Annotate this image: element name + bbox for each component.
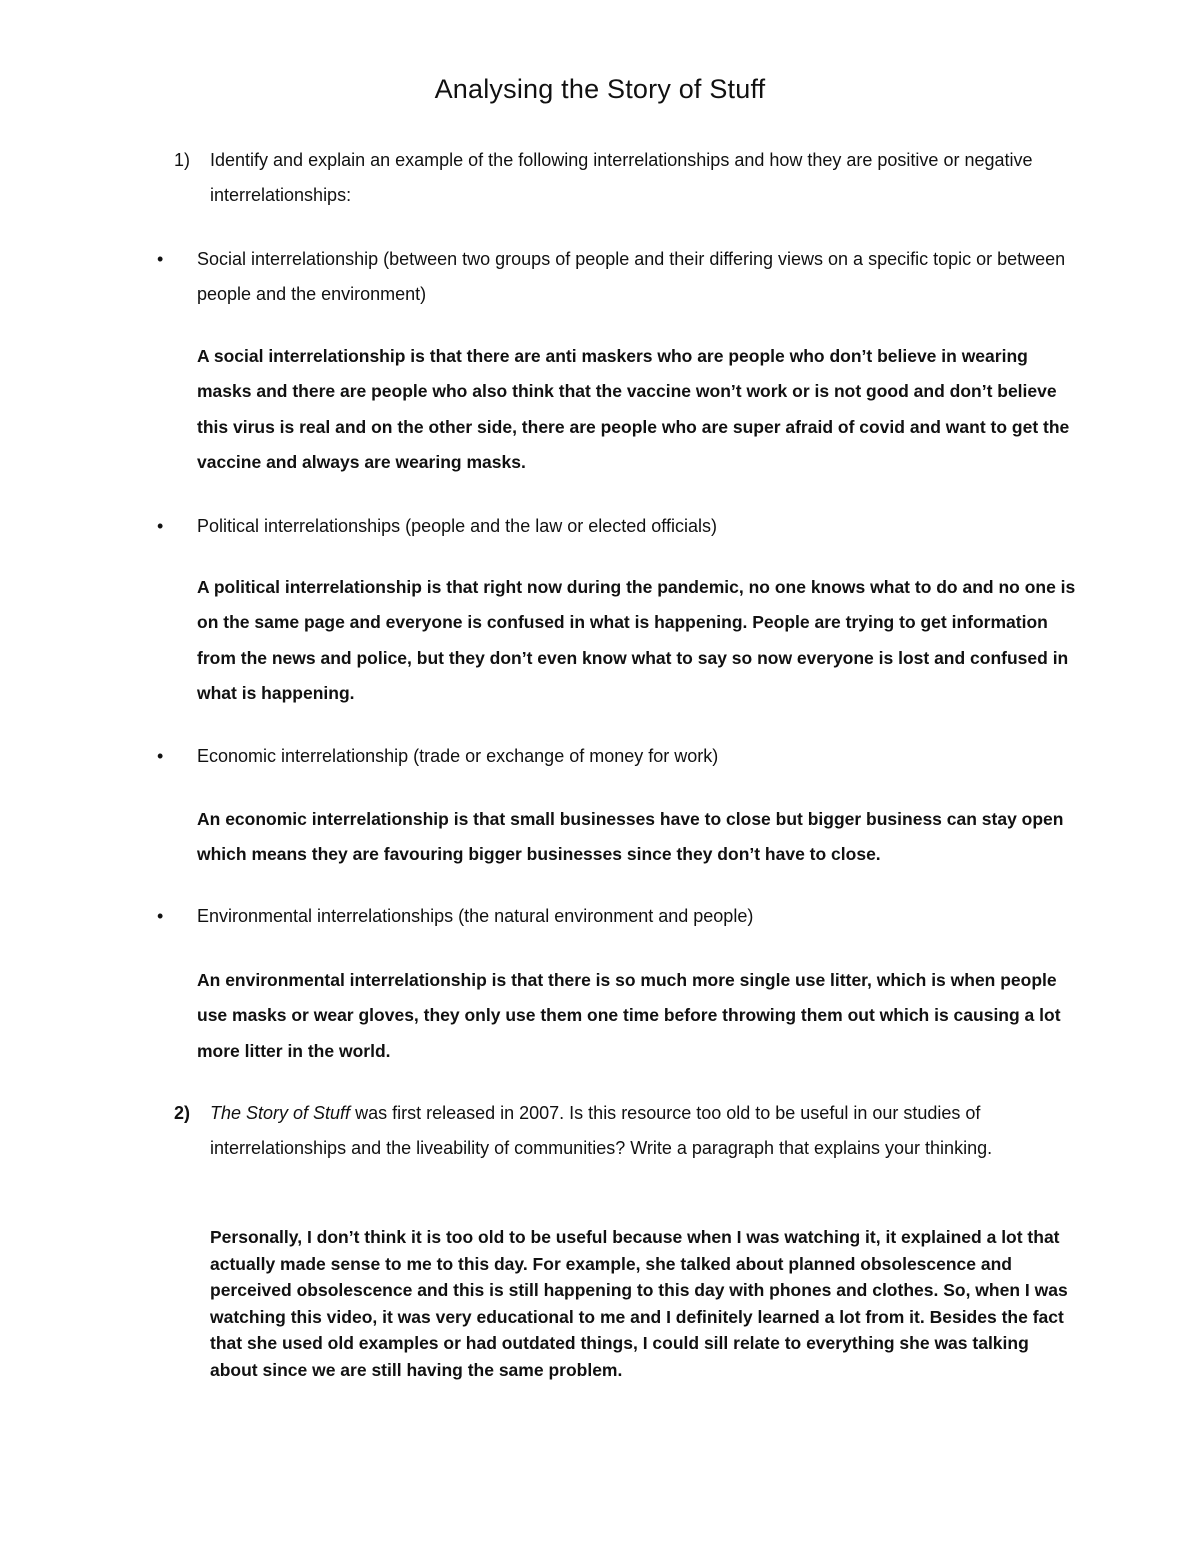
question-2-number: 2) [174,1103,191,1123]
question-2-text [210,1096,1070,1166]
economic-answer: An economic interrelationship is that small businesses have to close but bigger business can stay open which means they are favouring bigger businesses since they don’t have to close. [197,809,1064,865]
economic-prompt: Economic interrelationship (trade or exchange of money for work) [197,746,719,766]
bullet-icon: • [157,516,164,536]
story-of-stuff-title: The Story of Stuff [210,1103,351,1123]
bullet-icon: • [157,906,164,926]
question-1-text: Identify and explain an example of the following interrelationships and how they are positive or negative interrelationships: [210,150,1033,205]
bullet-icon: • [157,249,164,269]
political-answer: A political interrelationship is that right now during the pandemic, no one knows what to do and no one is on the same page and everyone is confused in what is happening. People are trying to get information from the news and police, but they don’t even know what to say so now everyone is lost and confused in what is happening. [197,577,1076,703]
environmental-answer: An environmental interrelationship is that there is so much more single use litter, which is when people use masks or wear gloves, they only use them one time before throwing them out which is causing a lot more litter in the world. [197,970,1061,1061]
social-prompt: Social interrelationship (between two groups of people and their differing views on a specific topic or between people and the environment) [197,249,1066,304]
social-answer: A social interrelationship is that there are anti maskers who are people who don’t believe in wearing masks and there are people who also think that the vaccine won’t work or is not good and don’t believe this virus is real and on the other side, there are people who are super afraid of covid and want to get the vaccine and always are wearing masks. [197,346,1070,472]
question-2-body: was first released in 2007. Is this resource too old to be useful in our studies of interrelationships and the liveability of communities? Write a paragraph that explains your thinking. [210,1103,993,1158]
question-2-answer: Personally, I don’t think it is too old to be useful because when I was watching it, it explained a lot that actually made sense to me to this day. For example, she talked about planned obsolescence and perceived obsolescence and this is still happening to this day with phones and clothes. So, when I was watching this video, it was very educational to me and I definitely learned a lot from it. Besides the fact that she used old examples or had outdated things, I could sill relate to everything she was talking about since we are still having the same problem. [210,1227,1068,1380]
environmental-prompt: Environmental interrelationships (the natural environment and people) [197,906,754,926]
question-1-number: 1) [174,150,191,170]
document-title: Analysing the Story of Stuff [434,74,766,104]
bullet-icon: • [157,746,164,766]
political-prompt: Political interrelationships (people and the law or elected officials) [197,516,717,536]
